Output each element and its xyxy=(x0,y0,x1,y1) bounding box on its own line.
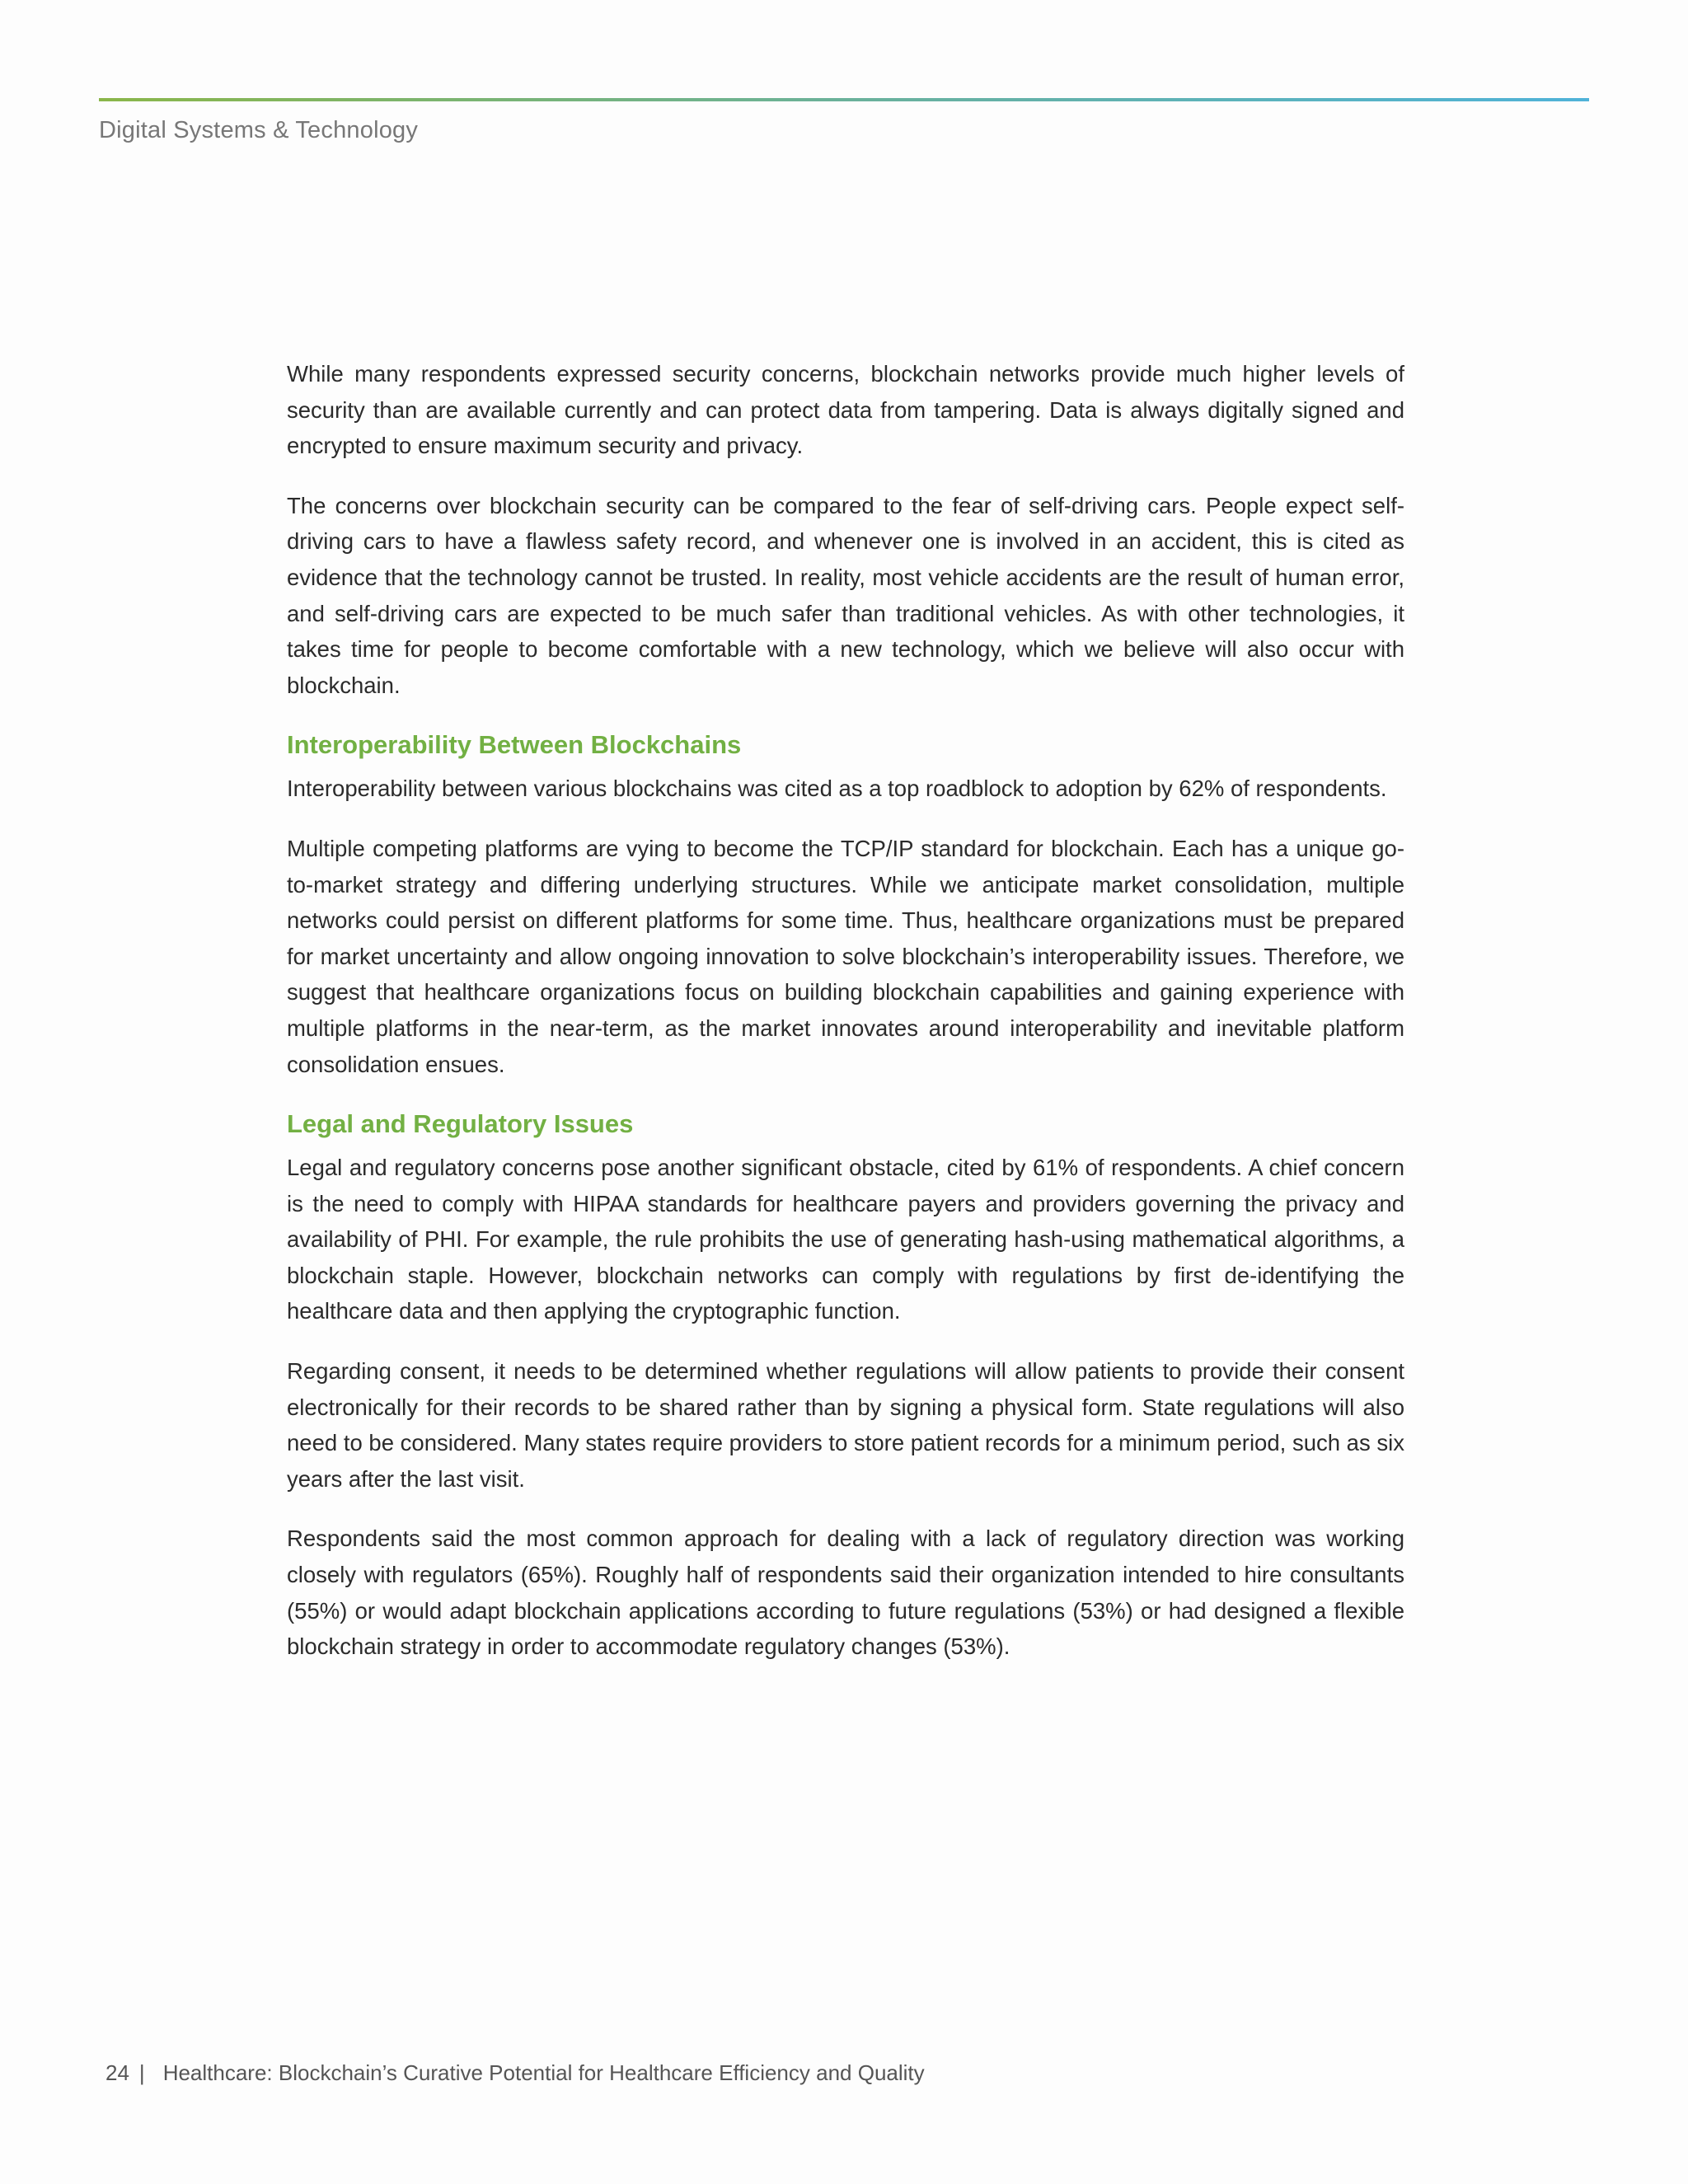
header-rule xyxy=(99,98,1589,101)
page-number: 24 xyxy=(106,2060,129,2085)
paragraph-consent: Regarding consent, it needs to be determined whether regulations will allow patients to provide their consent electronically for their records to be shared rather than by signing a physical form. State regulations will also need to be considered. Many states require providers to store patient records for a minimum period, such as six years after the last visit. xyxy=(287,1358,1404,1492)
footer-separator: | xyxy=(138,2060,145,2085)
heading-interoperability: Interoperability Between Blockchains xyxy=(287,730,742,760)
document-title: Healthcare: Blockchain’s Curative Potential for Healthcare Efficiency and Quality xyxy=(162,2060,925,2085)
paragraph-competing-platforms: Multiple competing platforms are vying to become the TCP/IP standard for blockchain. Each has a unique go-to-market strategy and differing underlying structures. While we anticipate market consolidation, multiple networks could persist on different platforms for some time. Thus, healthcare organizations must be prepared for market uncertainty and allow ongoing innovation to solve blockchain’s interoperability issues. Therefore, we suggest that healthcare organizations focus on building blockchain capabilities and gaining experience with multiple platforms in the near-term, as the market innovates around interoperability and inevitable platform consolidation ensues. xyxy=(287,835,1404,1077)
body-content xyxy=(287,356,1404,1689)
paragraph-regulatory-approach: Respondents said the most common approach for dealing with a lack of regulatory direction was working closely with regulators (65%). Roughly half of respondents said their organization intended to hire consultants (55%) or would adapt blockchain applications according to future regulations (53%) or had designed a flexible blockchain strategy in order to accommodate regulatory changes (53%). xyxy=(287,1526,1404,1660)
paragraph-self-driving-comparison: The concerns over blockchain security can be compared to the fear of self-driving cars. People expect self-driving cars to have a flawless safety record, and whenever one is involved in an accident, this is cited as evidence that the technology cannot be trusted. In reality, most vehicle accidents are the result of human error, and self-driving cars are expected to be much safer than traditional vehicles. As with other technologies, it takes time for people to become comfortable with a new technology, which we believe will also occur with blockchain. xyxy=(287,492,1404,698)
heading-legal-regulatory: Legal and Regulatory Issues xyxy=(287,1109,634,1139)
page-footer xyxy=(106,2060,925,2086)
paragraph-legal-concerns: Legal and regulatory concerns pose another significant obstacle, cited by 61% of respondents. A chief concern is the need to comply with HIPAA standards for healthcare payers and providers governing the privacy and availability of PHI. For example, the rule prohibits the use of generating hash-using mathematical algorithms, a blockchain staple. However, blockchain networks can comply with regulations by first de-identifying the healthcare data and then applying the cryptographic function. xyxy=(287,1155,1404,1324)
section-label: Digital Systems & Technology xyxy=(99,117,419,143)
paragraph-security-concerns: While many respondents expressed security concerns, blockchain networks provide much higher levels of security than are available currently and can protect data from tampering. Data is always digitally signed and encrypted to ensure maximum security and privacy. xyxy=(287,361,1404,459)
paragraph-interoperability-stat: Interoperability between various blockchains was cited as a top roadblock to adoption by 62% of respondents. xyxy=(287,776,1387,802)
